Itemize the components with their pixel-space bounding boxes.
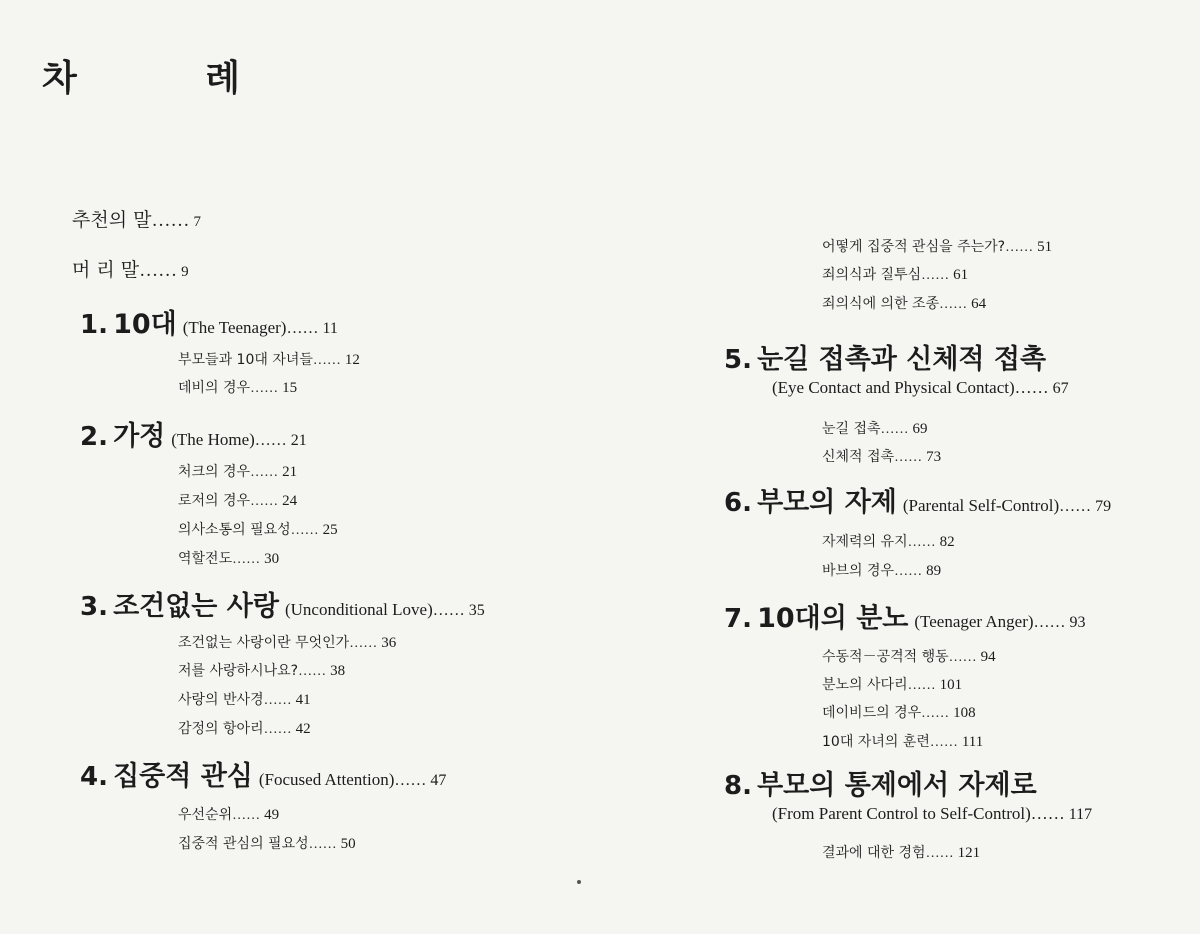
chapter-title-ko: 10대: [113, 309, 177, 340]
toc-section: [822, 560, 941, 580]
chapter-number: 1.: [80, 310, 108, 340]
toc-leader: ……: [1033, 614, 1066, 631]
toc-front-preface: [72, 255, 189, 282]
toc-leader: ……: [250, 381, 279, 396]
toc-leader: ……: [1005, 240, 1034, 255]
chapter-title-en-line: [772, 378, 1069, 398]
toc-leader: ……: [254, 432, 287, 449]
toc-section: [178, 349, 360, 369]
toc-leader: ……: [312, 353, 341, 368]
toc-label: 신체적 접촉: [822, 449, 895, 465]
chapter-page: 35: [468, 602, 485, 619]
toc-leader: ……: [298, 664, 327, 679]
toc-section: [178, 804, 279, 824]
toc-page: 36: [381, 635, 397, 651]
toc-leader: ……: [921, 268, 950, 283]
chapter-number: 8.: [724, 771, 752, 801]
toc-section: [178, 718, 311, 738]
toc-leader: ……: [1059, 498, 1092, 515]
chapter-page: 117: [1068, 806, 1093, 823]
chapter-number: 6.: [724, 488, 752, 518]
toc-label: 저를 사랑하시나요?: [178, 663, 299, 679]
toc-section: [178, 833, 356, 853]
toc-section: [822, 236, 1052, 256]
chapter-title-en: (The Teenager): [182, 318, 287, 337]
toc-page: 108: [953, 705, 976, 721]
toc-section: [822, 674, 962, 694]
toc-section: [822, 418, 928, 438]
toc-leader: ……: [880, 422, 909, 437]
toc-page: 41: [295, 692, 311, 708]
toc-leader: ……: [939, 297, 968, 312]
toc-page: 94: [980, 649, 996, 665]
toc-label: 로저의 경우: [178, 493, 251, 509]
toc-leader: ……: [139, 260, 178, 281]
toc-leader: ……: [250, 465, 279, 480]
toc-label: 부모들과 10대 자녀들: [178, 352, 313, 368]
toc-label: 조건없는 사랑이란 무엇인가: [178, 635, 350, 651]
toc-section: [178, 461, 297, 481]
toc-chapter-1: [80, 302, 338, 341]
toc-leader: ……: [925, 846, 954, 861]
toc-leader: ……: [894, 450, 923, 465]
chapter-title-en: (Parental Self-Control): [902, 496, 1060, 515]
toc-label: 수동적－공격적 행동: [822, 649, 949, 665]
chapter-number: 7.: [724, 604, 752, 634]
toc-label: 데이비드의 경우: [822, 705, 922, 721]
toc-label: 집중적 관심의 필요성: [178, 836, 309, 852]
chapter-title-en: (Focused Attention): [258, 770, 395, 789]
toc-chapter-8: [724, 763, 1092, 824]
toc-page: 51: [1037, 239, 1053, 255]
toc-section: [822, 531, 955, 551]
toc-label: 우선순위: [178, 807, 233, 823]
toc-section: [822, 446, 941, 466]
toc-page: 89: [926, 563, 942, 579]
toc-label: 바브의 경우: [822, 563, 895, 579]
toc-label: 죄의식에 의한 조종: [822, 296, 940, 312]
toc-section: [822, 264, 968, 284]
toc-page: 64: [971, 296, 987, 312]
toc-page: 30: [264, 551, 280, 567]
toc-leader: ……: [308, 837, 337, 852]
chapter-page: 93: [1069, 614, 1086, 631]
toc-leader: ……: [948, 650, 977, 665]
toc-page: 50: [340, 836, 356, 852]
toc-section: [178, 548, 279, 568]
toc-section: [178, 490, 297, 510]
toc-leader: ……: [921, 706, 950, 721]
toc-leader: ……: [290, 523, 319, 538]
toc-label: 눈길 접촉: [822, 421, 881, 437]
toc-label: 역할전도: [178, 551, 233, 567]
chapter-page: 11: [322, 320, 338, 337]
chapter-title-ko: 눈길 접촉과 신체적 접촉: [757, 344, 1047, 375]
chapter-title-en: (From Parent Control to Self-Control): [772, 804, 1031, 823]
toc-page: 49: [264, 807, 280, 823]
toc-leader: ……: [894, 564, 923, 579]
toc-page: 69: [912, 421, 928, 437]
toc-label: 결과에 대한 경험: [822, 845, 926, 861]
toc-section: [822, 646, 996, 666]
toc-page: 121: [957, 845, 981, 861]
toc-leader: ……: [232, 808, 261, 823]
page-title: 차 례: [42, 57, 299, 99]
toc-leader: ……: [907, 678, 936, 693]
toc-label: 10대 자녀의 훈련: [822, 734, 930, 750]
toc-page: 12: [344, 352, 360, 368]
toc-chapter-6: [724, 480, 1111, 519]
toc-chapter-2: [80, 414, 307, 453]
toc-page: 25: [322, 522, 338, 538]
toc-label: 자제력의 유지: [822, 534, 908, 550]
toc-chapter-7: [724, 596, 1086, 635]
toc-page: 73: [926, 449, 942, 465]
chapter-number: 2.: [80, 422, 108, 452]
toc-leader: ……: [907, 535, 936, 550]
toc-leader: ……: [263, 722, 292, 737]
toc-front-recommendation: [72, 205, 201, 232]
toc-label: 감정의 항아리: [178, 721, 264, 737]
toc-page: 101: [939, 677, 963, 693]
chapter-page: 21: [290, 432, 307, 449]
toc-label: 데비의 경우: [178, 380, 251, 396]
toc-leader: ……: [1014, 378, 1049, 397]
toc-label: 처크의 경우: [178, 464, 251, 480]
toc-page: 9: [181, 264, 189, 280]
chapter-page: 79: [1095, 498, 1112, 515]
chapter-title-en: (Eye Contact and Physical Contact): [772, 378, 1015, 397]
toc-section: [178, 632, 396, 652]
toc-chapter-3: [80, 584, 485, 623]
toc-page: 42: [295, 721, 311, 737]
paper-speck: [577, 880, 581, 884]
chapter-title-en-line: [772, 804, 1092, 824]
toc-page: 7: [193, 214, 201, 230]
toc-label: 머 리 말: [72, 259, 140, 281]
toc-page: 38: [330, 663, 346, 679]
toc-section: [178, 660, 345, 680]
chapter-title-ko: 10대의 분노: [757, 603, 909, 634]
chapter-title-ko: 조건없는 사랑: [113, 591, 279, 622]
toc-leader: ……: [232, 552, 261, 567]
chapter-number: 4.: [80, 762, 108, 792]
toc-label: 추천의 말: [72, 209, 152, 231]
toc-chapter-4: [80, 754, 446, 793]
toc-section: [822, 731, 983, 751]
toc-leader: ……: [929, 735, 958, 750]
toc-leader: ……: [1030, 804, 1065, 823]
toc-label: 죄의식과 질투심: [822, 267, 922, 283]
toc-label: 의사소통의 필요성: [178, 522, 291, 538]
chapter-page: 67: [1052, 380, 1069, 397]
toc-leader: ……: [263, 693, 292, 708]
chapter-title-ko: 집중적 관심: [113, 761, 253, 792]
toc-leader: ……: [250, 494, 279, 509]
chapter-title-en: (The Home): [171, 430, 255, 449]
chapter-title-ko: 가정: [113, 421, 166, 452]
chapter-number: 3.: [80, 592, 108, 622]
toc-leader: ……: [349, 636, 378, 651]
chapter-title-ko: 부모의 통제에서 자제로: [757, 770, 1037, 801]
chapter-title-ko: 부모의 자제: [757, 487, 897, 518]
toc-page: 15: [282, 380, 298, 396]
chapter-number: 5.: [724, 345, 752, 375]
toc-section: [178, 377, 297, 397]
toc-label: 어떻게 집중적 관심을 주는가?: [822, 239, 1006, 255]
toc-section: [178, 519, 338, 539]
toc-chapter-5: [724, 337, 1069, 398]
toc-section: [178, 689, 311, 709]
toc-section: [822, 702, 976, 722]
toc-leader: ……: [286, 320, 319, 337]
toc-section: [822, 842, 980, 862]
toc-page: 82: [939, 534, 955, 550]
toc-leader: ……: [394, 772, 427, 789]
chapter-title-en: (Unconditional Love): [284, 600, 433, 619]
toc-leader: ……: [432, 602, 465, 619]
toc-label: 분노의 사다리: [822, 677, 908, 693]
toc-page: 24: [282, 493, 298, 509]
chapter-title-en: (Teenager Anger): [914, 612, 1034, 631]
toc-page: 111: [961, 734, 984, 750]
chapter-page: 47: [430, 772, 447, 789]
toc-leader: ……: [151, 210, 190, 231]
toc-section: [822, 293, 986, 313]
toc-page: 21: [282, 464, 298, 480]
toc-label: 사랑의 반사경: [178, 692, 264, 708]
toc-page: 61: [953, 267, 969, 283]
